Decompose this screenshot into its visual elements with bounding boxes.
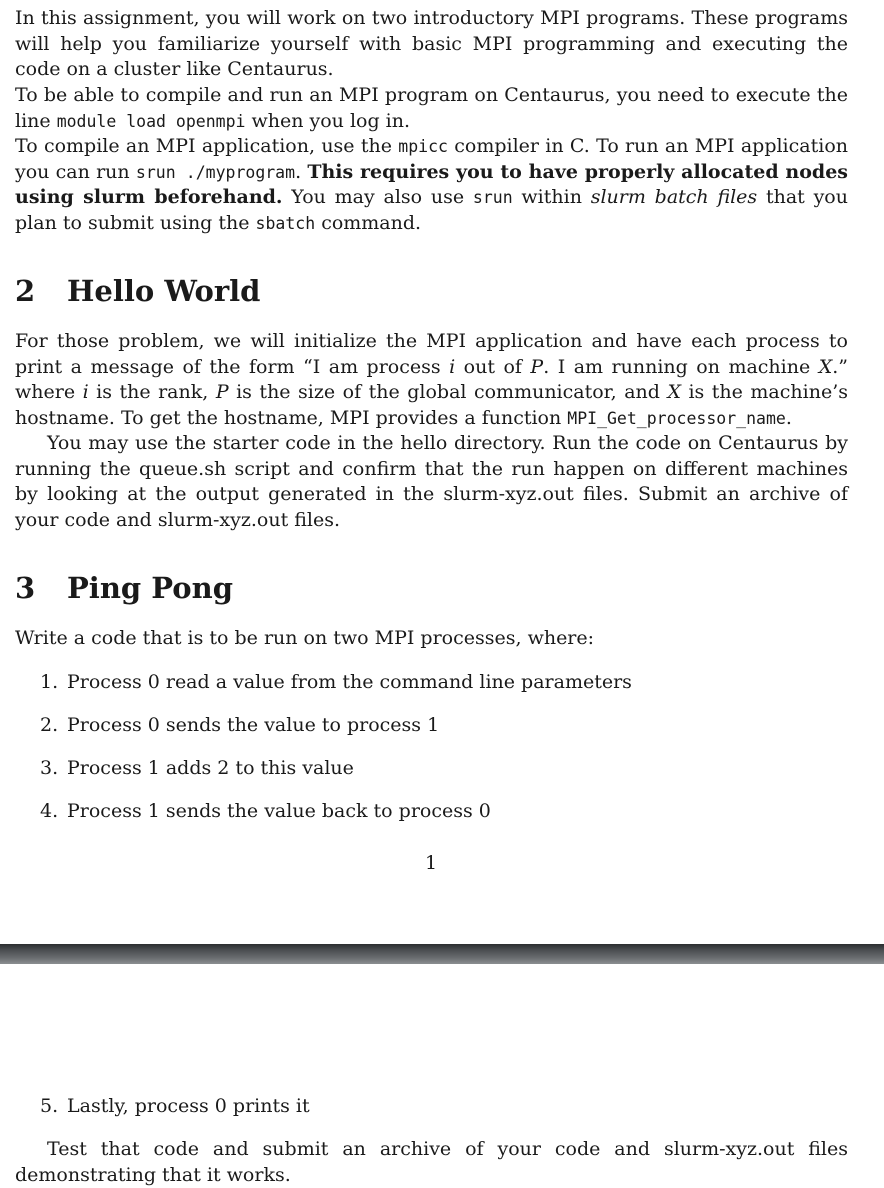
page-number: 1 <box>424 852 438 874</box>
math-var: i <box>82 381 89 404</box>
list-item <box>40 669 840 695</box>
list-text: Process 0 read a value from the command line parameters <box>67 671 632 693</box>
intro-text: command. <box>315 212 422 235</box>
list-text: Process 0 sends the value to process 1 <box>67 714 440 736</box>
body-text: You may use the starter code in the hello directory. Run the code on Centaurus by running the queue.sh script and confirm that the run happen on different machines by looking at the output generated in the slurm-xyz.out files. Submit an archive of your code and slurm-xyz.out files. <box>15 432 848 532</box>
inline-code: MPI_Get_processor_name <box>567 409 786 429</box>
section-3-heading <box>15 570 233 606</box>
inline-code: module load openmpi <box>56 111 246 131</box>
section-title: Ping Pong <box>67 571 234 605</box>
section-3-intro <box>15 626 848 652</box>
inline-code: srun <box>472 188 513 208</box>
bold-note: This requires you to have properly allocated nodes using slurm beforehand. <box>15 160 848 209</box>
intro-text: that you plan to submit using the <box>15 186 848 235</box>
body-text: is the machine’s hostname. To get the hostname, MPI provides a function <box>15 381 848 430</box>
list-item <box>40 755 840 781</box>
list-item <box>40 798 840 824</box>
list-text: Lastly, process 0 prints it <box>67 1095 310 1117</box>
inline-code: mpicc <box>398 137 448 156</box>
body-text: is the size of the global communicator, and <box>228 381 668 404</box>
intro-text: You may also use <box>282 186 473 209</box>
inline-code: sbatch <box>255 214 316 234</box>
list-number: 1. <box>40 671 59 693</box>
body-text: Test that code and submit an archive of your code and slurm-xyz.out files demonstrating that it works. <box>15 1138 848 1186</box>
list-number: 4. <box>40 800 59 822</box>
intro-text: within <box>512 186 591 209</box>
intro-text: when you log in. <box>245 109 411 132</box>
section-3-closing <box>15 1137 848 1188</box>
intro-text: In this assignment, you will work on two introductory MPI programs. These programs will help you familiarize yourself with basic MPI programming and executing the code on a cluster like Centaurus. <box>15 7 848 81</box>
body-text: . I am running on machine <box>543 355 819 378</box>
section-2-paragraph-2 <box>15 431 848 534</box>
list-text: Process 1 sends the value back to process 0 <box>67 800 491 822</box>
math-var: P <box>530 355 544 378</box>
body-text: . <box>785 407 792 430</box>
intro-paragraph-1 <box>15 6 848 83</box>
body-text: For those problem, we will initialize the MPI application and have each process to print a message of the form “I am process <box>15 330 848 378</box>
intro-paragraph-2 <box>15 83 848 134</box>
inline-code: srun ./myprogram <box>135 162 296 182</box>
math-var: X <box>818 355 833 378</box>
list-number: 3. <box>40 757 59 779</box>
list-number: 5. <box>40 1095 59 1117</box>
math-var: i <box>449 355 456 378</box>
body-text: Write a code that is to be run on two MPI processes, where: <box>15 627 595 649</box>
intro-text: To be able to compile and run an MPI program on Centaurus, you need to execute the line <box>15 84 848 132</box>
body-text: .” where <box>15 355 848 404</box>
section-2-heading <box>15 273 260 309</box>
list-item <box>40 1093 840 1119</box>
list-text: Process 1 adds 2 to this value <box>67 757 354 779</box>
intro-text: To compile an MPI application, use the <box>15 135 399 157</box>
math-var: P <box>215 381 229 404</box>
section-2-paragraph-1 <box>15 329 848 432</box>
section-number: 2 <box>15 274 36 308</box>
body-text: out of <box>455 355 531 378</box>
section-number: 3 <box>15 571 36 605</box>
intro-text: . <box>295 160 308 183</box>
intro-paragraph-3 <box>15 134 848 237</box>
list-item <box>40 712 840 738</box>
section-title: Hello World <box>67 274 261 308</box>
list-number: 2. <box>40 714 59 736</box>
math-var: X <box>667 381 681 404</box>
intro-text: compiler in C. To run an MPI application you can run <box>15 135 848 183</box>
page-break-divider <box>0 944 884 964</box>
body-text: is the rank, <box>88 381 216 404</box>
italic-term: slurm batch files <box>590 186 758 209</box>
